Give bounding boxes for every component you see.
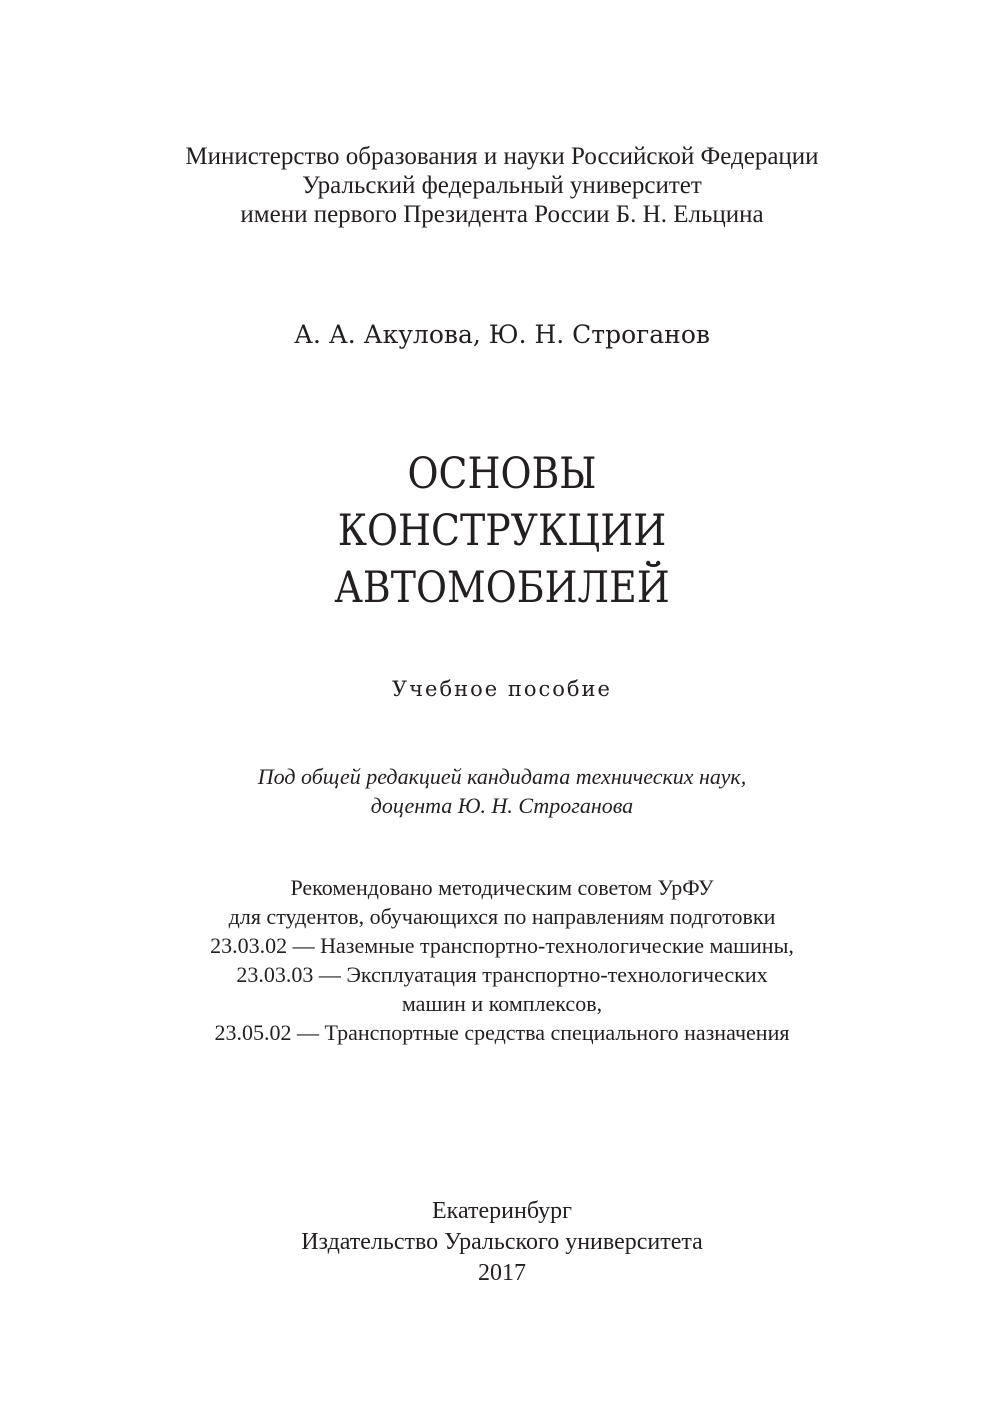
editor-line: Под общей редакцией кандидата технических наук, <box>257 764 747 789</box>
recommendation-line: машин и комплексов, <box>401 991 603 1016</box>
recommendation-block <box>0 873 1004 1047</box>
recommendation-line: 23.03.03 — Эксплуатация транспортно-технологических <box>236 962 768 987</box>
recommendation-line: 23.03.02 — Наземные транспортно-технологические машины, <box>210 933 794 958</box>
publisher-block <box>0 1196 1004 1289</box>
title-line: АВТОМОБИЛЕЙ <box>334 563 670 613</box>
publication-year: 2017 <box>478 1260 526 1286</box>
title-line: КОНСТРУКЦИИ <box>337 506 667 556</box>
university-line: Уральский федеральный университет <box>302 172 702 199</box>
recommendation-line: Рекомендовано методическим советом УрФУ <box>290 875 714 900</box>
authors <box>0 318 1004 352</box>
title-line: ОСНОВЫ <box>407 449 597 499</box>
recommendation-line: для студентов, обучающихся по направлениям подготовки <box>228 904 776 929</box>
authors-line: А. А. Акулова, Ю. Н. Строганов <box>294 320 710 349</box>
publisher-city: Екатеринбург <box>432 1198 572 1224</box>
institution-block <box>0 142 1004 229</box>
university-name-line: имени первого Президента России Б. Н. Ельцина <box>240 201 764 228</box>
editor-block <box>0 762 1004 820</box>
ministry-line: Министерство образования и науки Российской Федерации <box>185 143 819 170</box>
publisher-name: Издательство Уральского университета <box>301 1229 703 1255</box>
recommendation-line: 23.05.02 — Транспортные средства специального назначения <box>214 1020 790 1045</box>
book-title <box>60 446 944 617</box>
subtitle-line: Учебное пособие <box>392 677 612 701</box>
editor-line: доцента Ю. Н. Строганова <box>370 793 634 818</box>
book-subtitle <box>0 674 1004 704</box>
